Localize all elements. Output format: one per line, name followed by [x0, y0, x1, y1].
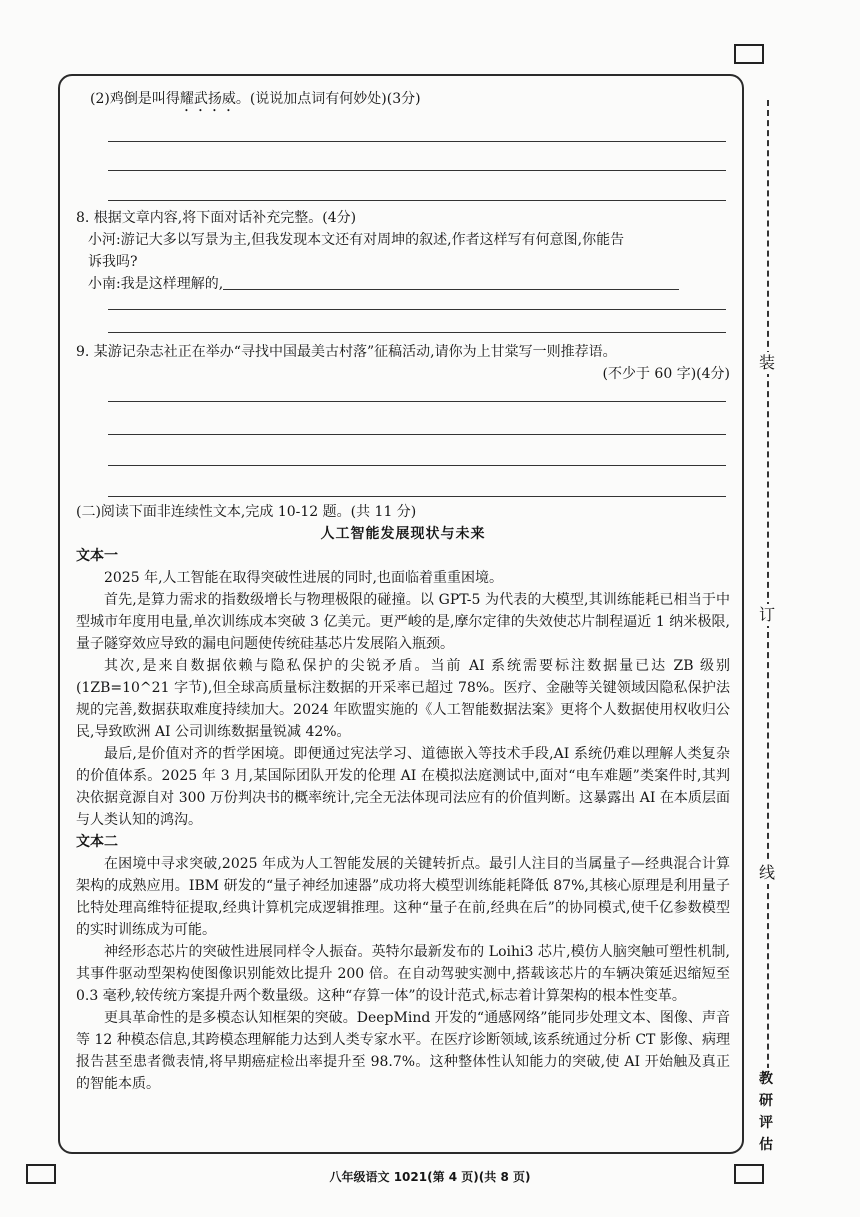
binding-vertical-label: 教研评估 [756, 1068, 776, 1156]
text-2-paragraph-3: 更具革命性的是多模态认知框架的突破。DeepMind 开发的“通感网络”能同步处理文本、图像、声音等 12 种模态信息,其跨模态理解能力达到人类专家水平。在医疗诊断领域,该系统通过分析 CT 影像、病理报告甚至患者微表情,将早期癌症检出率提升至 98.7%。这种整体性认知能力的突破,使 AI 开始触及真正的智能本质。 [76, 1010, 730, 1092]
binding-char-xian: 线 [758, 863, 775, 882]
corner-box-top-right [734, 44, 764, 64]
text-1-label: 文本一 [76, 548, 118, 564]
question-8-xiaonan: 小南:我是这样理解的, [88, 276, 224, 292]
question-9-requirement: (不少于 60 字)(4分) [602, 366, 730, 382]
text-1-paragraph-2: 首先,是算力需求的指数级增长与物理极限的碰撞。以 GPT-5 为代表的大模型,其训练能耗已相当于中型城市年度用电量,单次训练成本突破 3 亿美元。更严峻的是,摩尔定律的失效使芯片制程逼近 1 纳米极限,量子隧穿效应导致的漏电问题使传统硅基芯片发展陷入瓶颈。 [76, 592, 730, 652]
page-content [76, 88, 730, 1095]
article-title: 人工智能发展现状与未来 [320, 526, 486, 542]
question-8-xiaonan-row [88, 273, 730, 295]
text-2-label: 文本二 [76, 834, 118, 850]
answer-line-inline[interactable] [223, 289, 679, 290]
question-9-title: 9. 某游记杂志社正在举办“寻找中国最美古村落”征稿活动,请你为上甘棠写一则推荐语。 [76, 344, 617, 360]
section-2-heading: (二)阅读下面非连续性文本,完成 10-12 题。(共 11 分) [76, 504, 417, 520]
text-1-paragraph-3: 其次,是来自数据依赖与隐私保护的尖锐矛盾。当前 AI 系统需要标注数据量已达 ZB 级别(1ZB=10^21 字节),但全球高质量标注数据的开采率已超过 78%。医疗、金融等关键领域因隐私保护法规的完善,数据获取难度持续加大。2024 年欧盟实施的《人工智能数据法案》更将个人数据使用权收归公民,导致欧洲 AI 公司训练数据量锐减 42%。 [76, 658, 730, 740]
binding-char-ding: 订 [758, 605, 775, 624]
binding-char-zhuang: 装 [758, 353, 775, 372]
text-2-paragraph-1: 在困境中寻求突破,2025 年成为人工智能发展的关键转折点。最引人注目的当属量子—经典混合计算架构的成熟应用。IBM 研发的“量子神经加速器”成功将大模型训练能耗降低 87%,其核心原理是利用量子比特处理高维特征提取,经典计算机完成逻辑推理。这种“量子在前,经典在后”的协同模式,使千亿参数模型的实时训练成为可能。 [76, 856, 730, 938]
text-1-paragraph-4: 最后,是价值对齐的哲学困境。即便通过宪法学习、道德嵌入等技术手段,AI 系统仍难以理解人类复杂的价值体系。2025 年 3 月,某国际团队开发的伦理 AI 在模拟法庭测试中,面对“电车难题”类案件时,其判决依据竟源自对 300 万份判决书的概率统计,完全无法体现司法应有的价值判断。这暴露出 AI 在本质层面与人类认知的鸿沟。 [76, 746, 730, 828]
question-8-xiaohe-cont: 诉我吗? [88, 254, 138, 270]
emphasized-word: 耀武扬威 [179, 91, 236, 107]
question-8-title: 8. 根据文章内容,将下面对话补充完整。(4分) [76, 210, 357, 226]
question-8-xiaohe: 小河:游记大多以写景为主,但我发现本文还有对周坤的叙述,作者这样写有何意图,你能告 [88, 232, 625, 248]
text-1-paragraph-1: 2025 年,人工智能在取得突破性进展的同时,也面临着重重困境。 [104, 570, 503, 586]
page-footer: 八年级语文 1021(第 4 页)(共 8 页) [329, 1170, 531, 1184]
question-7-2: (2)鸡倒是叫得耀武扬威。(说说加点词有何妙处)(3分) [90, 91, 421, 107]
text-2-paragraph-2: 神经形态芯片的突破性进展同样令人振奋。英特尔最新发布的 Loihi3 芯片,模仿人脑突触可塑性机制,其事件驱动型架构使图像识别能效比提升 200 倍。在自动驾驶实测中,搭载该芯片的车辆决策延迟缩短至 0.3 毫秒,较传统方案提升两个数量级。这种“存算一体”的设计范式,标志着计算架构的根本性变革。 [76, 944, 730, 1004]
